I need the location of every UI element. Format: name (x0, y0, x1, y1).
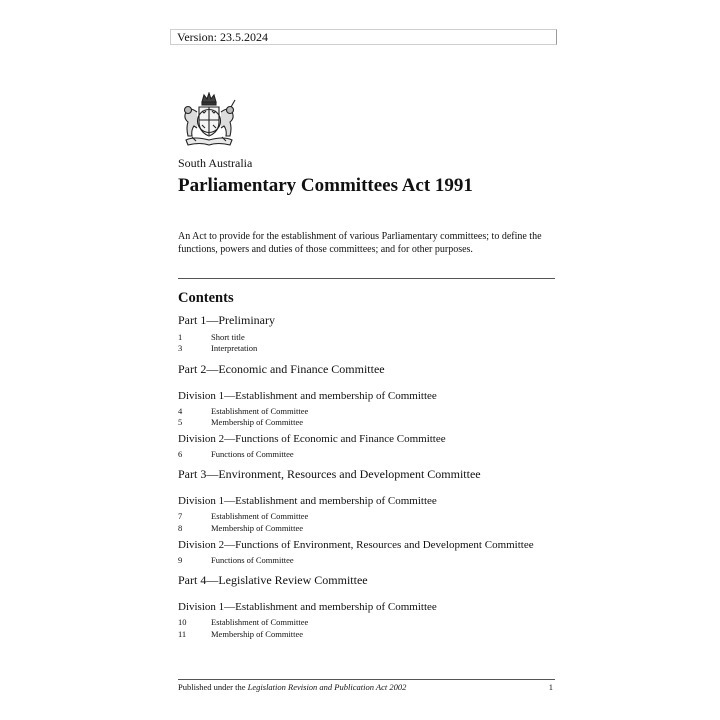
toc-part[interactable]: Part 1—Preliminary (178, 313, 275, 327)
toc-section[interactable] (178, 406, 558, 417)
page-footer (178, 682, 555, 693)
footer-divider (178, 679, 555, 680)
toc-section[interactable] (178, 343, 558, 354)
version-label: Version: 23.5.2024 (177, 30, 268, 44)
section-number: 9 (178, 555, 183, 566)
toc-division[interactable]: Division 2—Functions of Environment, Resources and Development Committee (178, 539, 534, 552)
toc-section[interactable] (178, 449, 558, 460)
toc-section[interactable] (178, 555, 558, 566)
page-number: 1 (548, 682, 553, 692)
section-title: Membership of Committee (211, 522, 304, 533)
jurisdiction: South Australia (178, 156, 253, 170)
section-number: 8 (178, 522, 183, 533)
section-number: 1 (178, 332, 183, 342)
table-of-contents (178, 310, 558, 640)
section-title: Interpretation (211, 343, 258, 354)
section-number: 10 (178, 617, 187, 628)
royal-coat-of-arms-icon (178, 92, 240, 150)
title-divider (178, 278, 555, 279)
section-title: Functions of Committee (211, 555, 294, 566)
section-number: 5 (178, 416, 183, 427)
section-number: 6 (178, 449, 183, 460)
act-title: Parliamentary Committees Act 1991 (178, 175, 473, 196)
toc-division[interactable]: Division 1—Establishment and membership of Committee (178, 389, 437, 402)
section-title: Functions of Committee (211, 449, 294, 460)
toc-division[interactable]: Division 2—Functions of Economic and Finance Committee (178, 433, 446, 446)
section-title: Establishment of Committee (211, 617, 309, 628)
section-title: Establishment of Committee (211, 511, 309, 522)
section-title: Membership of Committee (211, 416, 304, 427)
toc-part[interactable]: Part 3—Environment, Resources and Development Committee (178, 467, 481, 482)
section-number: 11 (178, 628, 187, 639)
toc-section[interactable] (178, 617, 558, 628)
toc-section[interactable] (178, 523, 558, 534)
long-title: An Act to provide for the establishment of various Parliamentary committees; to define the functions, powers and duties of those committees; and for other purposes. (178, 231, 542, 255)
section-number: 4 (178, 405, 183, 416)
section-title: Short title (211, 332, 245, 342)
version-box (170, 29, 557, 45)
toc-division[interactable]: Division 1—Establishment and membership of Committee (178, 601, 437, 614)
toc-part[interactable]: Part 2—Economic and Finance Committee (178, 361, 385, 376)
toc-section[interactable] (178, 417, 558, 428)
section-number: 3 (178, 343, 183, 354)
footer-prefix: Published under the (178, 682, 248, 692)
section-number: 7 (178, 511, 183, 522)
section-title: Membership of Committee (211, 628, 304, 639)
contents-heading: Contents (178, 290, 234, 306)
section-title: Establishment of Committee (211, 405, 309, 416)
toc-division[interactable]: Division 1—Establishment and membership of Committee (178, 495, 437, 508)
toc-part[interactable]: Part 4—Legislative Review Committee (178, 573, 368, 588)
toc-section[interactable] (178, 511, 558, 522)
toc-section[interactable] (178, 629, 558, 640)
toc-section[interactable] (178, 332, 558, 343)
footer-act-name: Legislation Revision and Publication Act 2002 (247, 682, 407, 692)
